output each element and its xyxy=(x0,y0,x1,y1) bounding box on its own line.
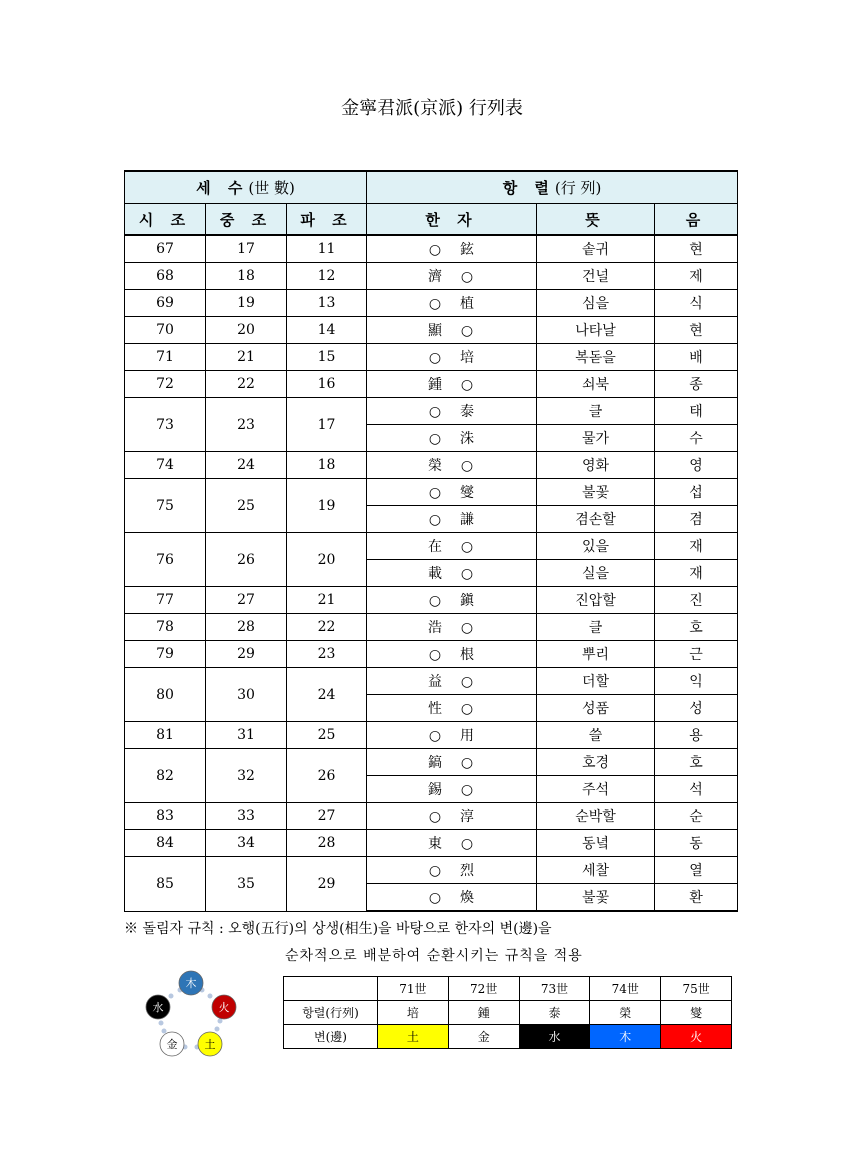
meaning-cell: 클 xyxy=(537,398,655,425)
hanja-second: 植 xyxy=(460,296,476,312)
gen-pa: 17 xyxy=(287,398,367,452)
gen-jung: 20 xyxy=(206,317,287,344)
element-node xyxy=(198,1032,222,1056)
meaning-cell: 복돋을 xyxy=(537,344,655,371)
generation-header: 73世 xyxy=(519,977,590,1001)
hanja-cell xyxy=(367,884,537,912)
sound-cell: 태 xyxy=(655,398,738,425)
row-label-radical: 변(邊) xyxy=(284,1025,378,1049)
gen-pa: 27 xyxy=(287,803,367,830)
table-row xyxy=(125,830,738,857)
meaning-cell: 클 xyxy=(537,614,655,641)
gen-si: 75 xyxy=(125,479,206,533)
hanja-cell xyxy=(367,263,537,290)
gen-pa: 22 xyxy=(287,614,367,641)
gen-si: 81 xyxy=(125,722,206,749)
hanja-cell xyxy=(367,776,537,803)
hanja-cell xyxy=(367,452,537,479)
sound-cell: 배 xyxy=(655,344,738,371)
element-label: 水 xyxy=(152,1001,164,1014)
table-row xyxy=(125,722,738,749)
page-title: 金寧君派(京派) 行列表 xyxy=(341,98,523,119)
generation-character: 鍾 xyxy=(448,1001,519,1025)
hanja-first: 在 xyxy=(428,539,444,555)
gen-si: 82 xyxy=(125,749,206,803)
sound-cell: 수 xyxy=(655,425,738,452)
meaning-cell: 심을 xyxy=(537,290,655,317)
hanja-second: ○ xyxy=(460,701,475,717)
element-label: 木 xyxy=(185,977,197,990)
meaning-cell: 있을 xyxy=(537,533,655,560)
gen-jung: 28 xyxy=(206,614,287,641)
element-node xyxy=(179,971,203,995)
gen-si: 71 xyxy=(125,344,206,371)
hanja-cell xyxy=(367,857,537,884)
hanja-first: ○ xyxy=(428,728,443,744)
generation-character: 培 xyxy=(378,1001,449,1025)
gen-si: 68 xyxy=(125,263,206,290)
gen-jung: 23 xyxy=(206,398,287,452)
meaning-cell: 물가 xyxy=(537,425,655,452)
gen-pa: 25 xyxy=(287,722,367,749)
rule-note-line1: ※ 돌림자 규칙 : 오행(五行)의 상생(相生)을 바탕으로 한자의 변(邊)을 xyxy=(124,921,552,937)
sound-cell: 근 xyxy=(655,641,738,668)
gen-si: 78 xyxy=(125,614,206,641)
meaning-cell: 쇠북 xyxy=(537,371,655,398)
sound-cell: 재 xyxy=(655,560,738,587)
hanja-second: 燮 xyxy=(460,485,476,501)
hanja-second: 洙 xyxy=(460,431,476,447)
hanja-second: 根 xyxy=(460,647,476,663)
cycle-dot xyxy=(218,1019,223,1024)
meaning-cell: 진압할 xyxy=(537,587,655,614)
gen-si: 73 xyxy=(125,398,206,452)
generation-table xyxy=(124,170,738,912)
table-row xyxy=(125,344,738,371)
generation-header: 75世 xyxy=(661,977,732,1001)
hanja-second: 鎭 xyxy=(460,593,476,609)
hanja-cell xyxy=(367,695,537,722)
gen-jung: 24 xyxy=(206,452,287,479)
hanja-first: 顯 xyxy=(428,323,444,339)
hanja-cell xyxy=(367,614,537,641)
hanja-first: 濟 xyxy=(428,269,444,285)
hanja-cell xyxy=(367,668,537,695)
element-node xyxy=(212,995,236,1019)
hanja-cell xyxy=(367,506,537,533)
table-row xyxy=(125,587,738,614)
table-row xyxy=(125,371,738,398)
hanja-second: ○ xyxy=(460,836,475,852)
sound-cell: 식 xyxy=(655,290,738,317)
hanja-second: 用 xyxy=(460,728,476,744)
hanja-cell xyxy=(367,587,537,614)
gen-pa: 21 xyxy=(287,587,367,614)
gen-jung: 35 xyxy=(206,857,287,912)
hanja-cell xyxy=(367,398,537,425)
table-row xyxy=(125,668,738,695)
meaning-cell: 건널 xyxy=(537,263,655,290)
hanja-second: 謙 xyxy=(460,512,476,528)
hanja-cell xyxy=(367,479,537,506)
meaning-cell: 호경 xyxy=(537,749,655,776)
gen-pa: 26 xyxy=(287,749,367,803)
table-row xyxy=(125,641,738,668)
hanja-first: 益 xyxy=(428,674,444,690)
gen-si: 69 xyxy=(125,290,206,317)
hanja-cell xyxy=(367,371,537,398)
table-row xyxy=(125,614,738,641)
hanja-first: ○ xyxy=(428,647,443,663)
header-generation-name: 항 렬(行 列) xyxy=(367,171,738,204)
cycle-dot xyxy=(169,994,174,999)
generation-header: 72世 xyxy=(448,977,519,1001)
hanja-first: 性 xyxy=(428,701,444,717)
hanja-second: ○ xyxy=(460,620,475,636)
gen-si: 67 xyxy=(125,235,206,263)
sound-cell: 성 xyxy=(655,695,738,722)
hanja-first: ○ xyxy=(428,512,443,528)
col-header-jungjo: 중 조 xyxy=(206,204,287,236)
hanja-first: 榮 xyxy=(428,458,444,474)
hanja-first: 鎬 xyxy=(428,755,444,771)
hanja-second: ○ xyxy=(460,566,475,582)
sound-cell: 재 xyxy=(655,533,738,560)
gen-pa: 23 xyxy=(287,641,367,668)
gen-pa: 24 xyxy=(287,668,367,722)
table-row xyxy=(125,290,738,317)
table-row xyxy=(125,749,738,776)
hanja-first: ○ xyxy=(428,809,443,825)
hanja-first: ○ xyxy=(428,431,443,447)
generation-header: 71世 xyxy=(378,977,449,1001)
gen-jung: 32 xyxy=(206,749,287,803)
sound-cell: 호 xyxy=(655,614,738,641)
element-node xyxy=(160,1032,184,1056)
gen-pa: 16 xyxy=(287,371,367,398)
hanja-second: 淳 xyxy=(460,809,476,825)
gen-jung: 33 xyxy=(206,803,287,830)
sound-cell: 제 xyxy=(655,263,738,290)
element-cell: 木 xyxy=(590,1025,661,1049)
hanja-cell xyxy=(367,235,537,263)
header-generation-count: 세 수(世 數) xyxy=(125,171,367,204)
table-row xyxy=(125,235,738,263)
gen-jung: 25 xyxy=(206,479,287,533)
col-header-sijo: 시 조 xyxy=(125,204,206,236)
hanja-first: 鍾 xyxy=(428,377,444,393)
sound-cell: 겸 xyxy=(655,506,738,533)
hanja-first: ○ xyxy=(428,593,443,609)
meaning-cell: 동녘 xyxy=(537,830,655,857)
meaning-cell: 불꽃 xyxy=(537,479,655,506)
generation-header: 74世 xyxy=(590,977,661,1001)
sound-cell: 호 xyxy=(655,749,738,776)
gen-pa: 19 xyxy=(287,479,367,533)
col-header-pajo: 파 조 xyxy=(287,204,367,236)
gen-si: 77 xyxy=(125,587,206,614)
hanja-first: ○ xyxy=(428,350,443,366)
gen-si: 72 xyxy=(125,371,206,398)
gen-si: 79 xyxy=(125,641,206,668)
hanja-second: 泰 xyxy=(460,404,476,420)
gen-si: 80 xyxy=(125,668,206,722)
hanja-cell xyxy=(367,749,537,776)
element-label: 土 xyxy=(204,1038,216,1051)
table-row xyxy=(125,533,738,560)
hanja-first: ○ xyxy=(428,404,443,420)
hanja-second: 煥 xyxy=(460,890,476,906)
table-row xyxy=(125,479,738,506)
meaning-cell: 주석 xyxy=(537,776,655,803)
gen-pa: 28 xyxy=(287,830,367,857)
hanja-second: ○ xyxy=(460,377,475,393)
meaning-cell: 성품 xyxy=(537,695,655,722)
hanja-first: 載 xyxy=(428,566,444,582)
hanja-second: ○ xyxy=(460,323,475,339)
gen-si: 76 xyxy=(125,533,206,587)
element-label: 金 xyxy=(166,1038,178,1051)
gen-jung: 30 xyxy=(206,668,287,722)
sound-cell: 순 xyxy=(655,803,738,830)
meaning-cell: 실을 xyxy=(537,560,655,587)
gen-jung: 17 xyxy=(206,235,287,263)
element-cell: 金 xyxy=(448,1025,519,1049)
hanja-second: ○ xyxy=(460,782,475,798)
table-row xyxy=(125,857,738,884)
element-node xyxy=(146,995,170,1019)
col-header-meaning: 뜻 xyxy=(537,204,655,236)
gen-jung: 19 xyxy=(206,290,287,317)
gen-jung: 21 xyxy=(206,344,287,371)
generation-character: 榮 xyxy=(590,1001,661,1025)
meaning-cell: 세찰 xyxy=(537,857,655,884)
table-row xyxy=(125,398,738,425)
meaning-cell: 겸손할 xyxy=(537,506,655,533)
sound-cell: 석 xyxy=(655,776,738,803)
sound-cell: 열 xyxy=(655,857,738,884)
gen-si: 70 xyxy=(125,317,206,344)
hanja-first: 錫 xyxy=(428,782,444,798)
gen-jung: 26 xyxy=(206,533,287,587)
gen-pa: 13 xyxy=(287,290,367,317)
gen-si: 83 xyxy=(125,803,206,830)
sound-cell: 현 xyxy=(655,235,738,263)
sound-cell: 영 xyxy=(655,452,738,479)
meaning-cell: 나타날 xyxy=(537,317,655,344)
hanja-cell xyxy=(367,803,537,830)
hanja-first: ○ xyxy=(428,242,443,258)
gen-pa: 20 xyxy=(287,533,367,587)
hanja-first: ○ xyxy=(428,863,443,879)
hanja-second: ○ xyxy=(460,458,475,474)
hanja-second: 烈 xyxy=(460,863,476,879)
table-row xyxy=(125,803,738,830)
gen-jung: 22 xyxy=(206,371,287,398)
gen-pa: 12 xyxy=(287,263,367,290)
sound-cell: 섭 xyxy=(655,479,738,506)
table-row xyxy=(125,263,738,290)
gen-jung: 31 xyxy=(206,722,287,749)
cycle-dot xyxy=(208,994,213,999)
five-elements-wheel xyxy=(140,965,260,1060)
meaning-cell: 쓸 xyxy=(537,722,655,749)
hanja-second: 鉉 xyxy=(460,242,476,258)
sound-cell: 종 xyxy=(655,371,738,398)
hanja-second: 培 xyxy=(460,350,476,366)
hanja-second: ○ xyxy=(460,674,475,690)
element-cell: 土 xyxy=(378,1025,449,1049)
hanja-cell xyxy=(367,641,537,668)
hanja-second: ○ xyxy=(460,269,475,285)
hanja-cell xyxy=(367,830,537,857)
gen-jung: 29 xyxy=(206,641,287,668)
col-header-sound: 음 xyxy=(655,204,738,236)
gen-pa: 14 xyxy=(287,317,367,344)
corner-cell xyxy=(284,977,378,1001)
cycle-dot xyxy=(215,1027,220,1032)
gen-pa: 18 xyxy=(287,452,367,479)
gen-si: 74 xyxy=(125,452,206,479)
gen-jung: 27 xyxy=(206,587,287,614)
hanja-cell xyxy=(367,560,537,587)
meaning-cell: 뿌리 xyxy=(537,641,655,668)
table-row xyxy=(125,317,738,344)
hanja-first: ○ xyxy=(428,485,443,501)
meaning-cell: 솥귀 xyxy=(537,235,655,263)
cycle-dot xyxy=(159,1021,164,1026)
hanja-cell xyxy=(367,317,537,344)
col-header-hanja: 한 자 xyxy=(367,204,537,236)
sound-cell: 환 xyxy=(655,884,738,912)
hanja-first: ○ xyxy=(428,296,443,312)
sound-cell: 동 xyxy=(655,830,738,857)
element-cell: 水 xyxy=(519,1025,590,1049)
hanja-cell xyxy=(367,290,537,317)
gen-pa: 11 xyxy=(287,235,367,263)
generation-character: 燮 xyxy=(661,1001,732,1025)
hanja-first: 東 xyxy=(428,836,444,852)
rule-note-line2: 순차적으로 배분하여 순환시키는 규칙을 적용 xyxy=(285,948,583,964)
meaning-cell: 불꽃 xyxy=(537,884,655,912)
gen-si: 85 xyxy=(125,857,206,912)
meaning-cell: 더할 xyxy=(537,668,655,695)
sound-cell: 익 xyxy=(655,668,738,695)
hanja-cell xyxy=(367,533,537,560)
hanja-cell xyxy=(367,722,537,749)
element-label: 火 xyxy=(218,1001,230,1014)
sound-cell: 진 xyxy=(655,587,738,614)
generation-character: 泰 xyxy=(519,1001,590,1025)
cycle-dot xyxy=(162,1029,167,1034)
hanja-second: ○ xyxy=(460,755,475,771)
gen-si: 84 xyxy=(125,830,206,857)
table-row xyxy=(125,452,738,479)
element-cell: 火 xyxy=(661,1025,732,1049)
sound-cell: 용 xyxy=(655,722,738,749)
row-label-generation: 항렬(行列) xyxy=(284,1001,378,1025)
gen-pa: 15 xyxy=(287,344,367,371)
hanja-first: 浩 xyxy=(428,620,444,636)
sound-cell: 현 xyxy=(655,317,738,344)
hanja-first: ○ xyxy=(428,890,443,906)
gen-jung: 34 xyxy=(206,830,287,857)
meaning-cell: 순박할 xyxy=(537,803,655,830)
gen-pa: 29 xyxy=(287,857,367,912)
gen-jung: 18 xyxy=(206,263,287,290)
hanja-second: ○ xyxy=(460,539,475,555)
meaning-cell: 영화 xyxy=(537,452,655,479)
hanja-cell xyxy=(367,344,537,371)
hanja-cell xyxy=(367,425,537,452)
rule-example-table xyxy=(283,976,732,1049)
